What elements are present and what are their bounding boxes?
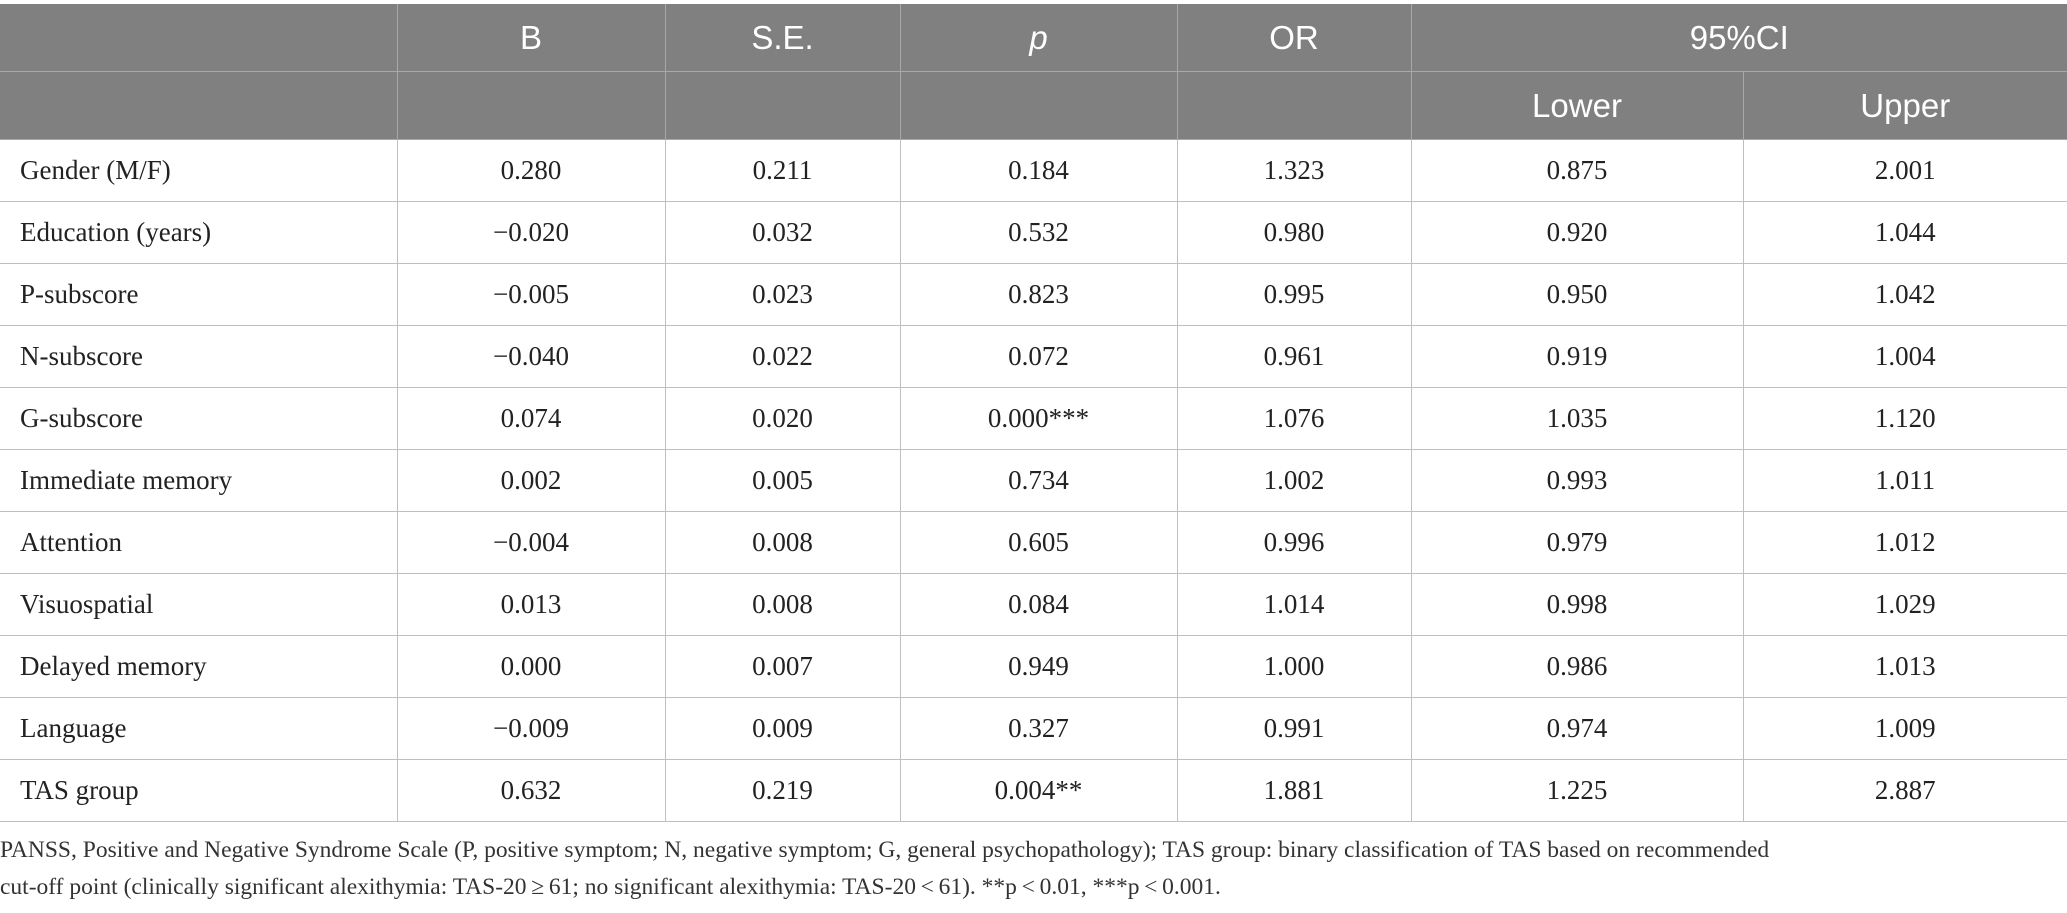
row-label: Visuospatial: [0, 574, 397, 636]
cell-lower: 0.950: [1411, 264, 1743, 326]
cell-or: 0.995: [1177, 264, 1411, 326]
header-cell-empty: [900, 72, 1177, 140]
cell-lower: 1.225: [1411, 760, 1743, 822]
cell-lower: 0.986: [1411, 636, 1743, 698]
header-cell-se: S.E.: [665, 4, 900, 72]
cell-upper: 1.044: [1743, 202, 2067, 264]
cell-lower: 1.035: [1411, 388, 1743, 450]
cell-se: 0.005: [665, 450, 900, 512]
table-row: [0, 388, 2067, 450]
cell-or: 1.000: [1177, 636, 1411, 698]
table-row: [0, 202, 2067, 264]
cell-or: 1.881: [1177, 760, 1411, 822]
cell-b: −0.020: [397, 202, 665, 264]
cell-lower: 0.875: [1411, 140, 1743, 202]
cell-se: 0.022: [665, 326, 900, 388]
row-label: Immediate memory: [0, 450, 397, 512]
cell-p: 0.327: [900, 698, 1177, 760]
row-label: P-subscore: [0, 264, 397, 326]
header-row-2: [0, 72, 2067, 140]
cell-lower: 0.920: [1411, 202, 1743, 264]
cell-se: 0.008: [665, 512, 900, 574]
footnote-line-2: cut-off point (clinically significant alexithymia: TAS-20 ≥ 61; no significant alexithymia: TAS-20 < 61). **p < 0.01, ***p < 0.001.: [0, 874, 1221, 900]
row-label: Attention: [0, 512, 397, 574]
cell-upper: 1.004: [1743, 326, 2067, 388]
cell-se: 0.007: [665, 636, 900, 698]
cell-b: 0.280: [397, 140, 665, 202]
footnote-line-1: PANSS, Positive and Negative Syndrome Scale (P, positive symptom; N, negative symptom; G, general psychopathology); TAS group: binary classification of TAS based on recommended: [0, 837, 1770, 863]
header-cell-empty: [397, 72, 665, 140]
table-row: [0, 264, 2067, 326]
cell-se: 0.032: [665, 202, 900, 264]
cell-b: 0.074: [397, 388, 665, 450]
table-header: [0, 4, 2067, 140]
cell-p: 0.084: [900, 574, 1177, 636]
cell-upper: 1.009: [1743, 698, 2067, 760]
cell-b: −0.040: [397, 326, 665, 388]
cell-lower: 0.919: [1411, 326, 1743, 388]
cell-p: 0.004**: [900, 760, 1177, 822]
cell-lower: 0.979: [1411, 512, 1743, 574]
table-row: [0, 450, 2067, 512]
row-label: Language: [0, 698, 397, 760]
cell-upper: 1.120: [1743, 388, 2067, 450]
regression-table: [0, 4, 2067, 822]
row-label: TAS group: [0, 760, 397, 822]
table-row: [0, 698, 2067, 760]
cell-or: 1.076: [1177, 388, 1411, 450]
cell-se: 0.009: [665, 698, 900, 760]
cell-upper: 1.011: [1743, 450, 2067, 512]
table-body: [0, 140, 2067, 822]
cell-se: 0.211: [665, 140, 900, 202]
header-cell-upper: Upper: [1743, 72, 2067, 140]
cell-se: 0.020: [665, 388, 900, 450]
header-cell-empty: [0, 72, 397, 140]
cell-se: 0.008: [665, 574, 900, 636]
cell-se: 0.219: [665, 760, 900, 822]
cell-upper: 1.029: [1743, 574, 2067, 636]
cell-or: 1.002: [1177, 450, 1411, 512]
cell-b: −0.005: [397, 264, 665, 326]
header-cell-lower: Lower: [1411, 72, 1743, 140]
cell-lower: 0.998: [1411, 574, 1743, 636]
table-row: [0, 574, 2067, 636]
cell-or: 0.980: [1177, 202, 1411, 264]
cell-b: −0.004: [397, 512, 665, 574]
cell-upper: 2.001: [1743, 140, 2067, 202]
table-row: [0, 512, 2067, 574]
table-footnote: [0, 832, 2040, 906]
header-row-1: [0, 4, 2067, 72]
cell-p: 0.949: [900, 636, 1177, 698]
cell-b: 0.002: [397, 450, 665, 512]
cell-upper: 2.887: [1743, 760, 2067, 822]
header-cell-95ci: 95%CI: [1411, 4, 2067, 72]
header-cell-variable: [0, 4, 397, 72]
cell-p: 0.734: [900, 450, 1177, 512]
cell-b: 0.000: [397, 636, 665, 698]
table-row: [0, 636, 2067, 698]
cell-upper: 1.013: [1743, 636, 2067, 698]
cell-or: 1.323: [1177, 140, 1411, 202]
cell-upper: 1.042: [1743, 264, 2067, 326]
row-label: N-subscore: [0, 326, 397, 388]
header-cell-empty: [665, 72, 900, 140]
row-label: Education (years): [0, 202, 397, 264]
cell-b: 0.632: [397, 760, 665, 822]
cell-b: −0.009: [397, 698, 665, 760]
table-row: [0, 326, 2067, 388]
cell-p: 0.000***: [900, 388, 1177, 450]
cell-p: 0.605: [900, 512, 1177, 574]
cell-p: 0.072: [900, 326, 1177, 388]
table-row: [0, 140, 2067, 202]
header-cell-empty: [1177, 72, 1411, 140]
cell-or: 1.014: [1177, 574, 1411, 636]
cell-b: 0.013: [397, 574, 665, 636]
row-label: Gender (M/F): [0, 140, 397, 202]
header-cell-b: B: [397, 4, 665, 72]
row-label: Delayed memory: [0, 636, 397, 698]
row-label: G-subscore: [0, 388, 397, 450]
cell-or: 0.991: [1177, 698, 1411, 760]
header-cell-or: OR: [1177, 4, 1411, 72]
cell-se: 0.023: [665, 264, 900, 326]
cell-lower: 0.993: [1411, 450, 1743, 512]
cell-or: 0.961: [1177, 326, 1411, 388]
cell-p: 0.184: [900, 140, 1177, 202]
cell-lower: 0.974: [1411, 698, 1743, 760]
cell-upper: 1.012: [1743, 512, 2067, 574]
cell-p: 0.532: [900, 202, 1177, 264]
table-row: [0, 760, 2067, 822]
header-cell-p: p: [900, 4, 1177, 72]
cell-p: 0.823: [900, 264, 1177, 326]
cell-or: 0.996: [1177, 512, 1411, 574]
